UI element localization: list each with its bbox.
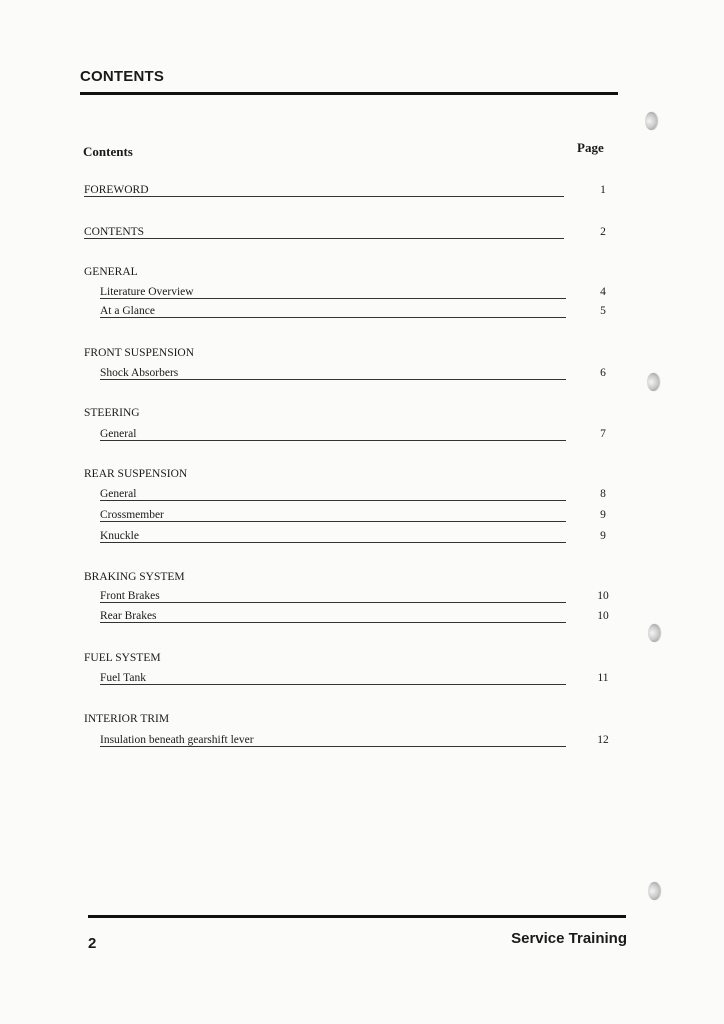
toc-entry-rear-general[interactable] [0,488,724,506]
toc-entry-label: Insulation beneath gearshift lever [100,734,254,746]
leader-line [100,602,566,603]
toc-entry-literature-overview[interactable] [0,286,724,304]
leader-line [100,542,566,543]
toc-page-number: 10 [597,610,609,622]
toc-entry-label: FOREWORD [84,184,149,196]
toc-entry-label: Shock Absorbers [100,367,179,379]
toc-entry-knuckle[interactable] [0,530,724,548]
leader-line [100,684,566,685]
punch-hole [645,112,657,130]
section-heading-rear-suspension: REAR SUSPENSION [84,468,188,480]
toc-entry-steering-general[interactable] [0,428,724,446]
leader-line [100,440,566,441]
section-heading-interior-trim: INTERIOR TRIM [84,713,170,725]
punch-hole [648,624,660,642]
toc-entry-insulation-gearshift[interactable] [0,734,724,752]
section-heading-front-suspension: FRONT SUSPENSION [84,347,195,359]
leader-line [84,196,564,197]
toc-entry-label: General [100,428,137,440]
toc-entry-front-brakes[interactable] [0,590,724,608]
toc-page-number: 1 [600,184,606,196]
leader-line [100,622,566,623]
footer-title: Service Training [511,930,627,947]
leader-line [100,521,566,522]
toc-page-number: 4 [600,286,606,298]
toc-page-number: 11 [597,672,609,684]
toc-entry-fuel-tank[interactable] [0,672,724,690]
footer-rule [88,915,626,918]
toc-entry-contents[interactable] [0,226,724,244]
toc-entry-at-a-glance[interactable] [0,305,724,323]
toc-entry-label: Rear Brakes [100,610,157,622]
toc-entry-label: Front Brakes [100,590,160,602]
page-column-label: Page [577,140,604,155]
toc-entry-label: Knuckle [100,530,139,542]
toc-entry-label: Crossmember [100,509,164,521]
toc-page-number: 6 [600,367,606,379]
toc-entry-rear-brakes[interactable] [0,610,724,628]
toc-page-number: 10 [597,590,609,602]
leader-line [100,317,566,318]
leader-line [100,379,566,380]
toc-page-number: 12 [597,734,609,746]
section-heading-general: GENERAL [84,266,138,278]
leader-line [100,500,566,501]
toc-entry-foreword[interactable] [0,184,724,202]
toc-page-number: 8 [600,488,606,500]
leader-line [84,238,564,239]
section-heading-braking-system: BRAKING SYSTEM [84,571,185,583]
toc-entry-label: General [100,488,137,500]
toc-page-number: 9 [600,509,606,521]
contents-column-label: Contents [83,144,133,159]
section-heading-fuel-system: FUEL SYSTEM [84,652,161,664]
section-heading-steering: STEERING [84,407,140,419]
footer-page-number: 2 [88,935,97,952]
leader-line [100,746,566,747]
toc-page-number: 2 [600,226,606,238]
toc-page-number: 5 [600,305,606,317]
toc-entry-label: Fuel Tank [100,672,146,684]
punch-hole [647,373,659,391]
leader-line [100,298,566,299]
toc-page-number: 7 [600,428,606,440]
toc-entry-crossmember[interactable] [0,509,724,527]
toc-page-number: 9 [600,530,606,542]
page-header-title: CONTENTS [80,68,165,85]
toc-entry-label: CONTENTS [84,226,145,238]
toc-entry-shock-absorbers[interactable] [0,367,724,385]
punch-hole [648,882,660,900]
toc-entry-label: At a Glance [100,305,155,317]
toc-entry-label: Literature Overview [100,286,194,298]
